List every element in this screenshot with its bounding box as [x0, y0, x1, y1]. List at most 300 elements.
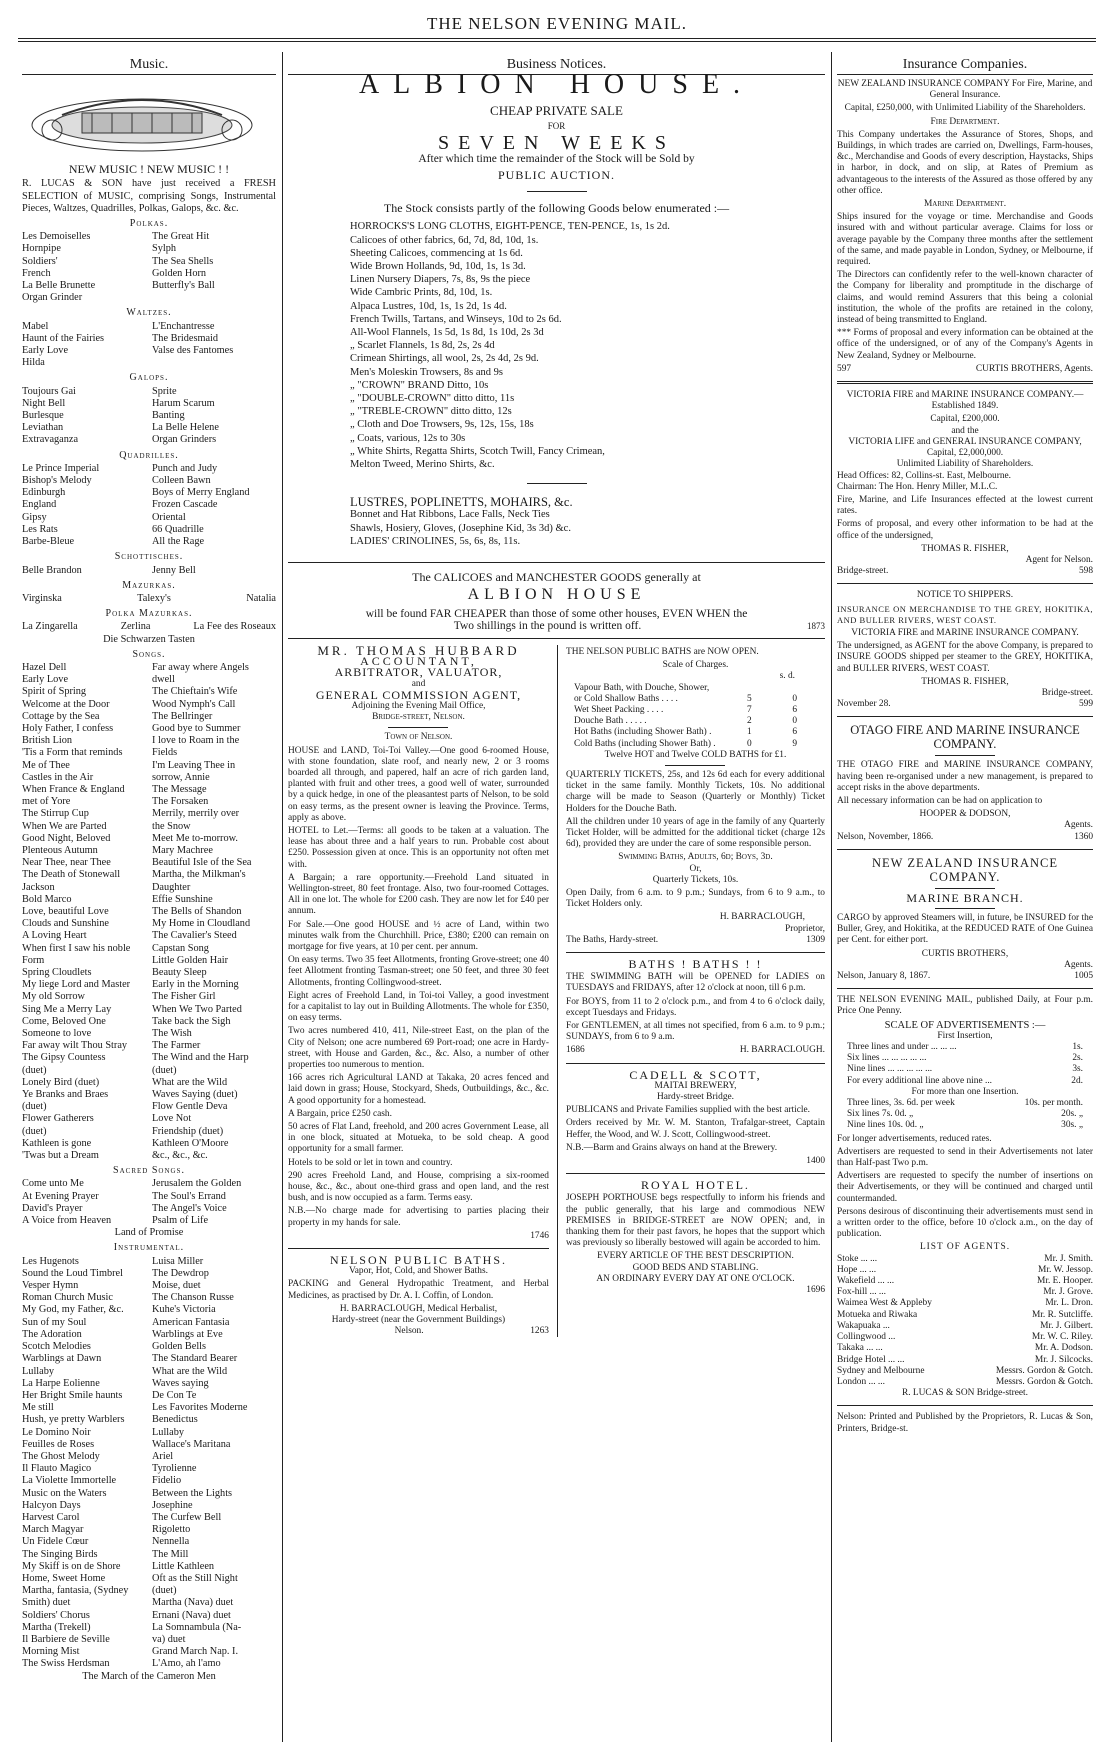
- separator: [837, 988, 1093, 989]
- cadell-p1: PUBLICANS and Private Families supplied with the best article.: [565, 1105, 810, 1116]
- rate-label: Fox-hill ... ...: [837, 1287, 886, 1298]
- mail-first: First Insertion,: [937, 1030, 993, 1041]
- list-item: Spirit of Spring: [22, 686, 87, 698]
- list-item: My God, my Father, &c.: [22, 1304, 124, 1316]
- rate-label: Wakapuaka ...: [837, 1320, 890, 1331]
- list-item: Wallace's Maritana: [152, 1438, 231, 1450]
- list-item: Natalia: [246, 592, 276, 604]
- list-item: American Fantasia: [152, 1316, 230, 1328]
- ad-number: 1360: [1074, 831, 1093, 842]
- list-item: (duet): [152, 1064, 177, 1076]
- bath-charge-row: [574, 705, 825, 716]
- list-item: Far away where Angels: [152, 661, 249, 673]
- baths2-p2: For BOYS, from 11 to 2 o'clock p.m., and from 4 to 6 o'clock daily, except Tuesdays and Fridays.: [565, 996, 825, 1018]
- nzic-forms: *** Forms of proposal and every information can be obtained at the office of the undersigned, or of any of the Company's Agents in New Zealand, Sydney or Melbourne.: [837, 328, 1093, 361]
- list-item: The Message: [152, 783, 207, 795]
- list-item: [152, 357, 276, 369]
- list-item: Fields: [152, 747, 178, 759]
- insurance-column: [837, 56, 1093, 1741]
- list-item: Early Love: [22, 674, 69, 686]
- list-item: Warblings at Eve: [152, 1328, 223, 1340]
- list-item: The Farmer: [152, 1040, 201, 1052]
- section-title: Sacred Songs.: [113, 1165, 185, 1177]
- list-item: The Dewdrop: [152, 1267, 209, 1279]
- separator: [837, 1405, 1093, 1406]
- rate-value: 3s.: [1072, 1064, 1083, 1075]
- list-item: The Death of Stonewall: [22, 869, 121, 881]
- npb-footer: [288, 1326, 549, 1337]
- music-list: [22, 386, 276, 447]
- column-divider: [831, 52, 832, 1742]
- list-item: The Cavalier's Steed: [152, 930, 237, 942]
- goods-item: Calicoes of other fabrics, 6d, 7d, 8d, 10d, 1s.: [350, 234, 539, 246]
- for-word: FOR: [547, 121, 566, 132]
- goods-item: „ Scarlet Flannels, 1s 8d, 2s, 2s 4d: [350, 340, 495, 352]
- mail-scale: SCALE OF ADVERTISEMENTS :—: [884, 1019, 1046, 1031]
- rate-label: Collingwood ...: [837, 1332, 896, 1343]
- list-item: Tyrolienne: [152, 1463, 197, 1475]
- section-title: Mazurkas.: [122, 579, 176, 591]
- list-item: La Fee des Roseaux: [193, 621, 276, 633]
- ad-number: 1746: [530, 1230, 549, 1241]
- goods-item: HORROCKS'S LONG CLOTHS, EIGHT-PENCE, TEN-PENCE, 1s, 1s 2d.: [350, 221, 670, 233]
- list-item: The March of the Cameron Men: [82, 1670, 216, 1682]
- list-item: Sing Me a Merry Lay: [22, 1003, 112, 1015]
- bath-charge-row: [574, 694, 825, 705]
- list-item: Home, Sweet Home: [22, 1572, 106, 1584]
- rate-value: Mr. J. Grove.: [1043, 1287, 1093, 1298]
- list-item: Capstan Song: [152, 942, 209, 954]
- list-item: Good Night, Beloved: [22, 832, 111, 844]
- rate-value: Mr. R. Sutcliffe.: [1031, 1309, 1093, 1320]
- list-item: The Curfew Bell: [152, 1511, 222, 1523]
- hubbard-paragraph: Two acres numbered 410, 411, Nile-street East, on the plan of the City of Nelson; one acre numbered 69 Port-road; one acre in Hardy-street, with House and Garden, &c., &c. Also, a number of other properties too numerous to mention.: [288, 1026, 549, 1071]
- list-item: Sun of my Soul: [22, 1316, 87, 1328]
- list-item: Golden Bells: [152, 1341, 207, 1353]
- list-item: met of Yore: [22, 796, 71, 808]
- list-item: All the Rage: [152, 536, 205, 548]
- list-item: The Bells of Shandon: [152, 905, 242, 917]
- masthead-rule-2: [18, 41, 1096, 42]
- rate-row: [847, 1064, 1083, 1075]
- list-item: Waves saying: [152, 1377, 209, 1389]
- nzic2-text: CARGO by approved Steamers will, in future, be INSURED for the Buller, Grey, and Hokitika, at the REDUCED RATE of One Guinea per Cent. for either port.: [837, 912, 1093, 946]
- list-item: When France & England: [22, 783, 125, 795]
- list-item: Between the Lights: [152, 1487, 233, 1499]
- hubbard-town: Town of Nelson.: [384, 732, 453, 743]
- victoria-agent: Agent for Nelson.: [1025, 554, 1093, 565]
- list-item: Hush, ye pretty Warblers: [22, 1414, 125, 1426]
- list-item: Love, beautiful Love: [22, 905, 109, 917]
- rate-value: 30s. „: [1061, 1120, 1083, 1131]
- list-item: Cottage by the Sea: [22, 710, 100, 722]
- bath-item: Cold Baths (including Shower Bath) .: [573, 738, 716, 749]
- baths2-p1: THE SWIMMING BATH will be OPENED for LADIES on TUESDAYS and FRIDAYS, after 12 o'clock at noon, till 6 p.m.: [565, 972, 825, 994]
- list-item: The Wind and the Harp: [152, 1052, 249, 1064]
- nzic2-footer: [837, 971, 1093, 982]
- list-item: Lullaby: [22, 1365, 55, 1377]
- list-item: Le Domino Noir: [22, 1426, 91, 1438]
- list-item: La Somnambula (Na-: [152, 1621, 242, 1633]
- otago-date: Nelson, November, 1866.: [837, 831, 934, 842]
- list-item: Friendship (duet): [152, 1125, 224, 1137]
- rate-row: [837, 1265, 1093, 1276]
- hubbard-paragraph: 290 acres Freehold Land, and House, comprising a six-roomed house, &c., &c., about one-third grass and open land, and the rest bush, and is now occupied as a farm. Terms easy.: [288, 1170, 549, 1204]
- music-list: [22, 231, 276, 304]
- list-item: Sprite: [152, 385, 177, 397]
- section-title: Schottisches.: [114, 551, 184, 563]
- bath-pence: 6: [792, 727, 797, 738]
- baths-open: Open Daily, from 6 a.m. to 9 p.m.; Sundays, from 6 to 9 a.m., to Ticket Holders only.: [565, 887, 825, 910]
- rate-label: Six lines ... ... ... ... ...: [847, 1053, 927, 1064]
- hubbard-paragraphs: [288, 746, 549, 1229]
- list-item: The Swiss Herdsman: [22, 1658, 110, 1670]
- section-title: Songs.: [132, 648, 166, 660]
- list-item: Music on the Waters: [22, 1487, 107, 1499]
- mail-more: For more than one Insertion.: [911, 1086, 1019, 1097]
- goods-item: Sheeting Calicoes, commencing at 1s 6d.: [350, 247, 523, 259]
- rate-value: Mr. E. Hooper.: [1037, 1276, 1093, 1287]
- list-item: Harvest Carol: [22, 1511, 80, 1523]
- rate-value: 10s. per month.: [1024, 1098, 1083, 1109]
- royal-l1: EVERY ARTICLE OF THE BEST DESCRIPTION.: [597, 1251, 794, 1262]
- nzic2-title: NEW ZEALAND INSURANCE COMPANY.: [871, 855, 1059, 884]
- list-item: Kathleen O'Moore: [152, 1137, 229, 1149]
- bath-charges: [566, 683, 825, 750]
- list-item: Haunt of the Fairies: [22, 332, 105, 344]
- ad-number: 1696: [806, 1285, 825, 1296]
- list-item: Martha, fantasia, (Sydney: [22, 1585, 129, 1597]
- separator: [288, 1248, 549, 1249]
- baths-children: All the children under 10 years of age in the family of any Quarterly Ticket Holder, will be admitted for the additional ticket (charge 12s 6d), provided they are under the care of some responsible person.: [565, 816, 825, 850]
- list-item: Merrily, merrily over: [152, 808, 240, 820]
- rate-label: Sydney and Melbourne: [837, 1365, 925, 1376]
- rate-row: [837, 1254, 1093, 1265]
- column-header: Insurance Companies.: [837, 56, 1093, 75]
- otago-info: All necessary information can be had on application to: [837, 795, 1043, 806]
- instrumental-list: [22, 1256, 276, 1671]
- list-item: Little Kathleen: [152, 1560, 215, 1572]
- baths-qt: Quarterly Tickets, 10s.: [652, 874, 739, 885]
- ad-number: 598: [1078, 566, 1093, 577]
- stock-intro: The Stock consists partly of the following Goods below enumerated :—: [383, 201, 730, 216]
- ad-number: 1873: [807, 620, 825, 631]
- separator: [288, 562, 825, 563]
- list-item: Un Fidele Cœur: [22, 1536, 89, 1548]
- rate-row: [837, 1355, 1093, 1366]
- separator: [837, 849, 1093, 850]
- bath-shillings: 0: [747, 738, 752, 749]
- list-item: Lullaby: [152, 1426, 185, 1438]
- nzic-capital: Capital, £250,000, with Unlimited Liability of the Shareholders.: [844, 103, 1086, 114]
- hubbard-paragraph: Hotels to be sold or let in town and country.: [288, 1157, 453, 1168]
- short-rule: [935, 755, 995, 756]
- short-rule: [935, 908, 995, 909]
- goods-item: Wide Brown Hollands, 9d, 10d, 1s, 1s 3d.: [350, 261, 526, 273]
- calicoes-line: The CALICOES and MANCHESTER GOODS generally at: [412, 570, 701, 585]
- list-item: Me of Thee: [22, 759, 70, 771]
- rate-label: Stoke ... ...: [837, 1253, 878, 1264]
- cadell-p2: Orders received by Mr. W. M. Stanton, Trafalgar-street, Captain Heffer, the Wood, and W. J. Scott, Collingwood-street.: [565, 1118, 825, 1140]
- goods-item: Men's Moleskin Trowsers, 8s and 9s: [350, 366, 503, 378]
- rate-row: [837, 1310, 1093, 1321]
- baths2-footer: [566, 1045, 825, 1056]
- list-item: 'Tis a Form that reminds: [22, 747, 123, 759]
- list-item: sorrow, Annie: [152, 771, 210, 783]
- baths-scale: Scale of Charges.: [662, 660, 729, 671]
- bath-charge-row: [574, 716, 825, 727]
- otago-footer: [837, 832, 1093, 843]
- list-item: What are the Wild: [152, 1076, 228, 1088]
- list-item: Hilda: [22, 357, 45, 369]
- list-item: Les Rats: [22, 523, 58, 535]
- list-item: va) duet: [152, 1633, 186, 1645]
- rate-value: 2s.: [1072, 1053, 1083, 1064]
- rate-label: Hope ... ...: [837, 1264, 877, 1275]
- list-item: Extravaganza: [22, 434, 79, 446]
- list-item: When We Two Parted: [152, 1003, 242, 1015]
- list-item: Golden Horn: [152, 267, 207, 279]
- list-item: The Fisher Girl: [152, 991, 216, 1003]
- lower-business-area: [288, 642, 825, 1338]
- list-item: Early Love: [22, 345, 69, 357]
- bath-pence: 0: [792, 693, 797, 704]
- mail-title: THE NELSON EVENING MAIL, published Daily, at Four p.m. Price One Penny.: [837, 995, 1093, 1017]
- hubbard-paragraph: HOUSE and LAND, Toi-Toi Valley.—One good 6-roomed House, with stone foundation, slate roof, and nearly new, 2 or 3 rooms boarded all through, and papered, half an acre of rich garden land, planted with fruit and other trees, a good well of water, surrounded by a quick hedge, in one of the pleasantest parts of Nelson, to be sold on easy terms, as the present owner is leaving the Province. Terms, apply as above.: [288, 745, 549, 823]
- list-item: Mabel: [22, 320, 49, 332]
- shippers-sign: THOMAS R. FISHER,: [921, 676, 1009, 687]
- rate-value: 1s.: [1072, 1042, 1083, 1053]
- section-title: Instrumental.: [113, 1242, 185, 1254]
- list-item: I'm Leaving Thee in: [152, 759, 236, 771]
- hubbard-paragraph: On easy terms. Two 35 feet Allotments, fronting Grove-street; one 40 feet Allotment fronting Tasman-street; one 50 feet, and three 30 feet Allotments, fronting Collingwood-street.: [288, 955, 549, 988]
- rate-row: [837, 1377, 1093, 1388]
- list-item: dwell: [152, 674, 175, 686]
- list-item: (duet): [152, 1585, 177, 1597]
- mail-p1: For longer advertisements, reduced rates.: [837, 1133, 992, 1144]
- list-item: Her Bright Smile haunts: [22, 1389, 123, 1401]
- mail-sign: R. LUCAS & SON Bridge-street.: [901, 1388, 1029, 1399]
- list-item: Moise, duet: [152, 1280, 201, 1292]
- goods-item: French Twills, Tartans, and Winseys, 10d to 2s 6d.: [350, 313, 562, 325]
- list-item: Flower Gatherers: [22, 1113, 94, 1125]
- npb-sign2: Hardy-street (near the Government Buildings): [331, 1315, 506, 1326]
- list-item: 'Twas but a Dream: [22, 1150, 99, 1162]
- list-item: Belle Brandon: [22, 564, 82, 576]
- hubbard-paragraph: A Bargain, price £250 cash.: [288, 1108, 392, 1119]
- baths-title: THE NELSON PUBLIC BATHS are NOW OPEN.: [565, 646, 759, 657]
- nzic2-agents: Agents.: [1064, 959, 1093, 970]
- bath-charge-row: [574, 727, 825, 738]
- cheaper-line: will be found FAR CHEAPER than those of some other houses, EVEN WHEN the: [365, 607, 748, 620]
- list-item: Beautiful Isle of the Sea: [152, 857, 252, 869]
- separator: [288, 638, 825, 639]
- list-item: The Bridesmaid: [152, 332, 219, 344]
- rate-row: [847, 1042, 1083, 1053]
- rate-label: Nine lines 10s. 0d. „: [847, 1120, 924, 1131]
- list-item: Bishop's Melody: [22, 475, 92, 487]
- list-item: The Stirrup Cup: [22, 808, 89, 820]
- bath-shillings: 2: [747, 716, 752, 727]
- list-item: Organ Grinders: [152, 434, 217, 446]
- list-item: Bold Marco: [22, 893, 72, 905]
- music-sections: [22, 218, 276, 577]
- baths-quarterly: QUARTERLY TICKETS, 25s, and 12s 6d each for every additional ticket in the same family. Monthly Tickets, 10s. No additional charge will be made to Season (Quarterly or Monthly) Ticket Holders for the Douche Bath.: [565, 769, 825, 814]
- rate-label: Nine lines ... ... ... ... ...: [847, 1064, 933, 1075]
- victoria-unlimited: Unlimited Liability of Shareholders.: [896, 459, 1034, 470]
- list-item: Harum Scarum: [152, 397, 215, 409]
- list-item: The Standard Bearer: [152, 1353, 238, 1365]
- shippers-title: NOTICE TO SHIPPERS.: [916, 590, 1014, 601]
- list-item: 66 Quadrille: [152, 523, 204, 535]
- goods-item: All-Wool Flannels, 1s 5d, 1s 8d, 1s 10d, 2s 3d: [350, 327, 544, 339]
- imprint: Nelson: Printed and Published by the Proprietors, R. Lucas & Son, Printers, Bridge-st.: [837, 1412, 1093, 1434]
- after-line: After which time the remainder of the Stock will be Sold by: [418, 152, 695, 165]
- hubbard-paragraph: Eight acres of Freehold Land, in Toi-toi Valley, a good investment for a capitalist to lay out in Building Allotments. The whole for £350, on easy terms.: [288, 990, 549, 1024]
- list-item: Kuhe's Victoria: [152, 1304, 216, 1316]
- albion-house-title: ALBION HOUSE.: [358, 69, 755, 100]
- victoria-title: VICTORIA FIRE and MARINE INSURANCE COMPANY.—Established 1849.: [846, 390, 1084, 412]
- royal-l3: AN ORDINARY EVERY DAY AT ONE O'CLOCK.: [596, 1273, 795, 1284]
- goods-item: „ White Shirts, Regatta Shirts, Scotch Twill, Fancy Crimean,: [350, 445, 605, 457]
- list-item: Feuilles de Roses: [22, 1438, 95, 1450]
- list-item: Psalm of Life: [152, 1215, 209, 1227]
- short-rule: [527, 483, 587, 484]
- baths-footer: [566, 935, 825, 946]
- list-item: Daughter: [152, 881, 191, 893]
- rate-row: [837, 1287, 1093, 1298]
- list-item: Far away wilt Thou Stray: [22, 1040, 128, 1052]
- list-item: Roman Church Music: [22, 1292, 113, 1304]
- list-item: Luisa Miller: [152, 1255, 204, 1267]
- list-item: Les Demoiselles: [22, 231, 91, 243]
- nzic2-sign: CURTIS BROTHERS,: [921, 948, 1009, 959]
- bath-price: [747, 716, 825, 727]
- rate-row: [837, 1366, 1093, 1377]
- list-item: The Adoration: [22, 1328, 82, 1340]
- rate-value: Mr. W. C. Riley.: [1031, 1332, 1093, 1343]
- list-item: Oriental: [152, 511, 186, 523]
- agents-list: [837, 1254, 1093, 1388]
- list-item: Nennella: [152, 1536, 190, 1548]
- short-rule: [665, 765, 725, 766]
- list-item: I love to Roam in the: [152, 735, 240, 747]
- music-headline: NEW MUSIC ! NEW MUSIC ! !: [68, 162, 230, 177]
- list-item: La Belle Brunette: [22, 280, 96, 292]
- list-item: Scotch Melodies: [22, 1341, 91, 1353]
- list-item: The Bellringer: [152, 710, 213, 722]
- shippers-text: The undersigned, as AGENT for the above Company, is prepared to INSURE GOODS shipped per steamer to the GREY, HOKITIKA, and BULLER RIVERS, WEST COAST.: [837, 641, 1093, 674]
- hubbard-l1: ACCOUNTANT,: [360, 654, 477, 669]
- separator: [566, 1173, 825, 1174]
- list-item: The Singing Birds: [22, 1548, 98, 1560]
- separator: [566, 952, 825, 953]
- list-item: La Harpe Eolienne: [22, 1377, 100, 1389]
- polka-mazurkas-list: [22, 621, 276, 633]
- list-item: Beauty Sleep: [152, 967, 207, 978]
- cadell-sub: MAITAI BREWERY,: [654, 1080, 737, 1091]
- lustres-item: Shawls, Hosiery, Gloves, (Josephine Kid, 3s 3d) &c.: [350, 522, 571, 534]
- rate-row: [837, 1298, 1093, 1309]
- rate-row: [837, 1321, 1093, 1332]
- list-item: Jenny Bell: [152, 564, 196, 576]
- albion-house-small: ALBION HOUSE: [467, 586, 646, 604]
- bath-pence: 9: [792, 738, 797, 749]
- nzic-marine: Marine Department.: [923, 199, 1007, 210]
- songs-list: [22, 662, 276, 1162]
- goods-item: „ "CROWN" BRAND Ditto, 10s: [350, 379, 489, 391]
- hubbard-l4: GENERAL COMMISSION AGENT,: [315, 687, 522, 702]
- list-item: Lonely Bird (duet): [22, 1076, 100, 1088]
- list-item: Le Prince Imperial: [22, 462, 100, 474]
- ad-number: 597: [837, 363, 852, 374]
- list-item: (duet): [22, 1101, 47, 1113]
- list-item: Waves Saying (duet): [152, 1089, 238, 1101]
- royal-p1: JOSEPH PORTHOUSE begs respectfully to inform his friends and the public generally, that his large and commodious NEW PREMISES in BRIDGE-STREET are NOW OPEN; and, in thanking them for their past favors, he hopes that the support which was previously so liberally bestowed will again be accorded to him.: [565, 1193, 825, 1249]
- nzic-sign: CURTIS BROTHERS, Agents.: [975, 363, 1093, 374]
- list-item: Night Bell: [22, 397, 66, 409]
- rate-value: Messrs. Gordon & Gotch.: [995, 1365, 1093, 1376]
- rate-value: 20s. „: [1061, 1109, 1083, 1120]
- list-item: When first I saw his noble: [22, 942, 131, 954]
- list-item: [152, 292, 276, 304]
- separator: [566, 1063, 825, 1064]
- hubbard-l2: ARBITRATOR, VALUATOR,: [334, 665, 503, 680]
- list-item: The Mill: [152, 1548, 189, 1560]
- list-item: Leviathan: [22, 422, 64, 434]
- rate-value: Mr. J. Smith.: [1044, 1253, 1093, 1264]
- list-item: Valse des Fantomes: [152, 345, 234, 357]
- list-item: Halcyon Days: [22, 1499, 81, 1511]
- list-item: The Great Hit: [152, 231, 210, 243]
- list-item: The Chanson Russe: [152, 1292, 234, 1304]
- nzic-marine-text: Ships insured for the voyage or time. Merchandise and Goods insured with and without particular average. Claims for loss or average payable by the Company three months after the settlement of the same, and made payable in London, Sydney, or Melbourne, if required.: [837, 212, 1093, 268]
- hubbard-paragraph: 166 acres rich Agricultural LAND at Takaka, 20 acres fenced and laid down in grass; House, Stockyard, Sheds, Outbuildings, &c., &c. A good opportunity for a homestead.: [288, 1073, 549, 1106]
- nzic-title: NEW ZEALAND INSURANCE COMPANY For Fire, Marine, and General Insurance.: [837, 79, 1093, 101]
- list-item: Martha (Trekell): [22, 1621, 91, 1633]
- agents-title: LIST OF AGENTS.: [919, 1242, 1011, 1253]
- hubbard-name: MR. THOMAS HUBBARD: [317, 642, 520, 658]
- lustres-title: LUSTRES, POPLINETTS, MOHAIRS, &c.: [350, 495, 573, 510]
- list-item: French: [22, 267, 51, 279]
- list-item: What are the Wild: [152, 1365, 228, 1377]
- short-rule: [388, 727, 448, 728]
- goods-item: „ "TREBLE-CROWN" ditto ditto, 12s: [350, 406, 512, 418]
- business-column: [288, 56, 825, 1741]
- victoria-fire: Fire, Marine, and Life Insurances effected at the lowest current rates.: [837, 494, 1093, 517]
- rate-value: Mr. W. Jessop.: [1038, 1264, 1093, 1275]
- list-item: Fidelio: [152, 1475, 182, 1487]
- rate-value: Mr. L. Dron.: [1045, 1298, 1093, 1309]
- separator: [837, 583, 1093, 584]
- bath-item: Douche Bath . . . . .: [573, 716, 647, 727]
- list-item: Les Hugenots: [22, 1255, 79, 1267]
- royal-l2: GOOD BEDS AND STABLING.: [632, 1262, 759, 1273]
- rate-row: [837, 1343, 1093, 1354]
- baths-place: The Baths, Hardy-street.: [565, 934, 659, 945]
- shippers-co: VICTORIA FIRE and MARINE INSURANCE COMPANY.: [851, 627, 1079, 638]
- rates-more: [837, 1098, 1093, 1132]
- goods-item: „ "DOUBLE-CROWN" ditto ditto, 11s: [350, 393, 515, 405]
- rate-row: [847, 1109, 1083, 1120]
- list-item: My liege Lord and Master: [22, 979, 131, 991]
- lustres-item: Bonnet and Hat Ribbons, Lace Falls, Neck Ties: [350, 509, 550, 521]
- rate-row: [847, 1076, 1083, 1087]
- musical-instruments-illustration: [22, 85, 262, 155]
- victoria-chair: Chairman: The Hon. Henry Miller, M.L.C.: [837, 481, 998, 492]
- list-item: Mary Machree: [152, 844, 213, 856]
- list-item: (duet): [22, 1064, 47, 1076]
